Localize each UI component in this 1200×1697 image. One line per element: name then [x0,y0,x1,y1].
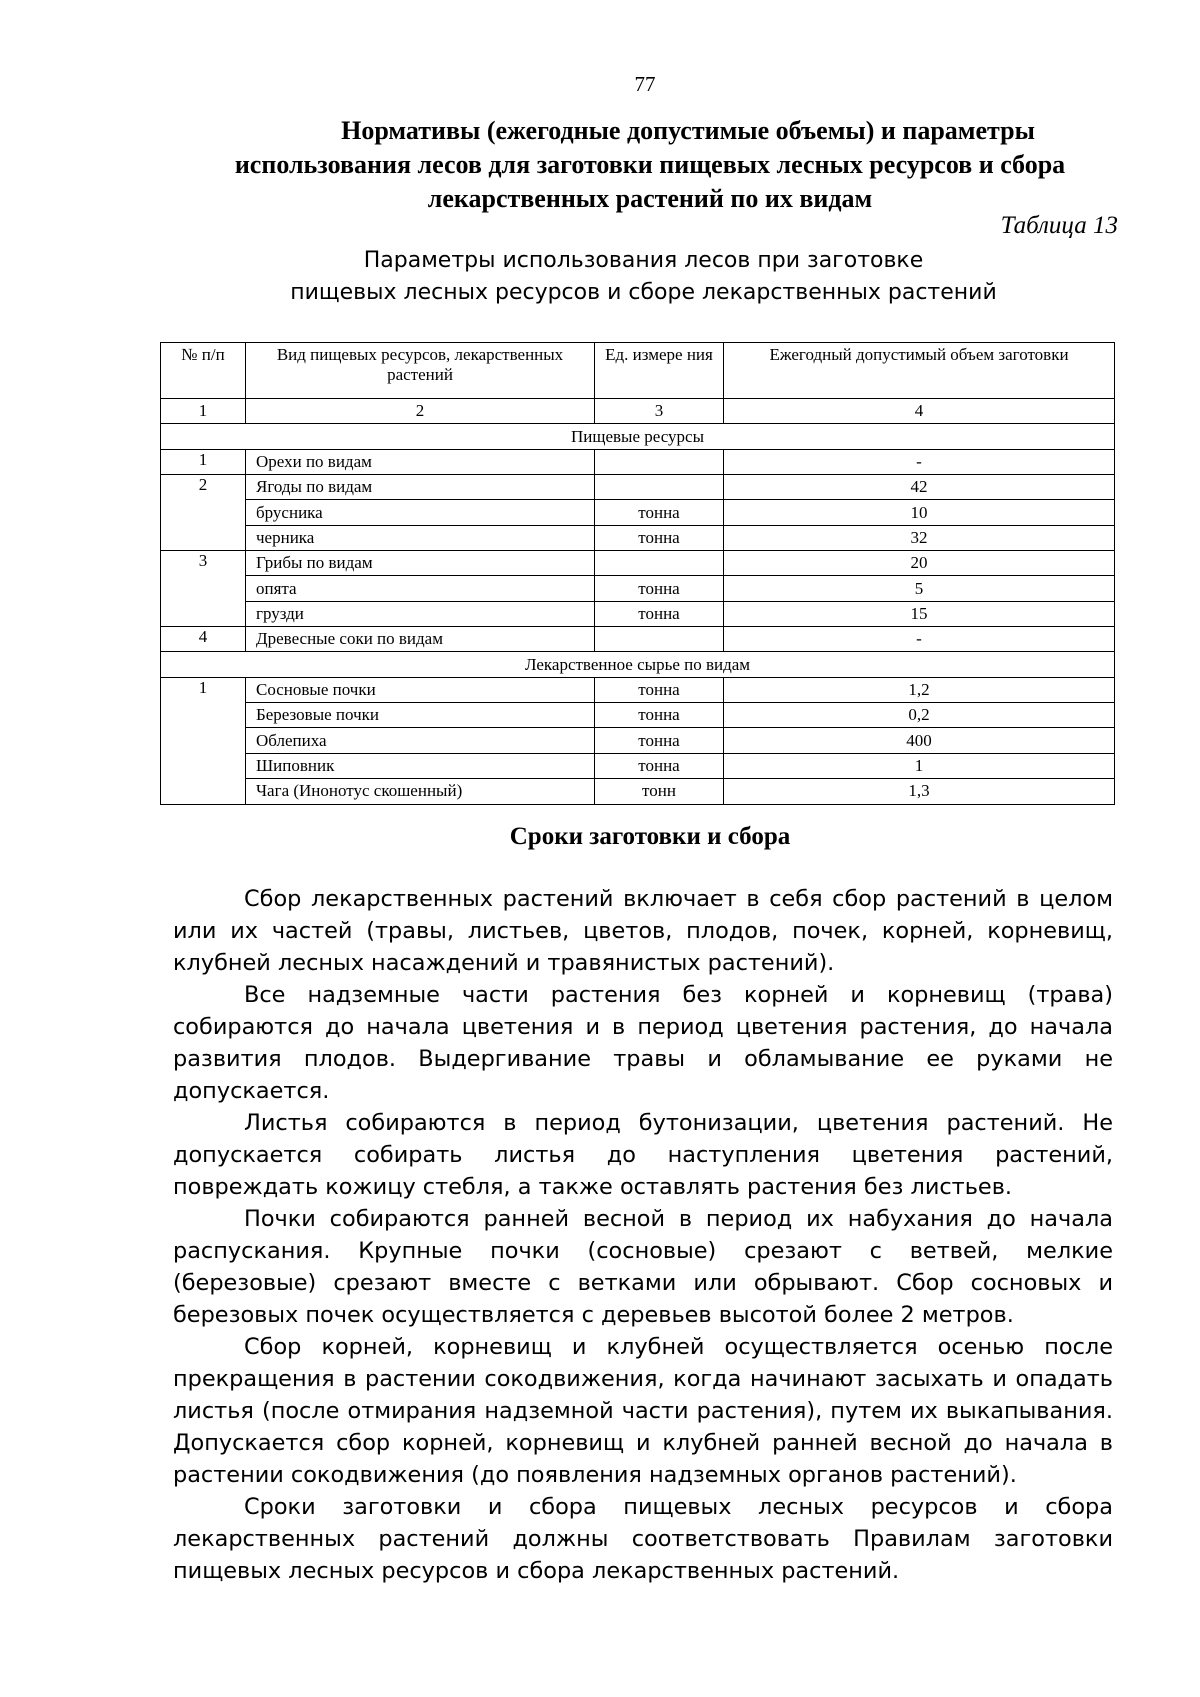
page-number: 77 [634,72,656,96]
table-row [161,779,1115,804]
table-row [161,576,1115,601]
header-unit: Ед. измере ния [595,343,724,399]
paragraph: Все надземные части растения без корней и корневищ (трава) собираются до начала цветения и в период цветения растения, до начала развития плодов. Выдергивание травы и обламывание ее руками не допускается. [173,982,1113,1104]
annual-volume: 20 [724,551,1115,576]
resource-name: брусника [246,500,595,525]
unit: тонна [595,576,724,601]
table-row [161,703,1115,728]
annual-volume: 32 [724,525,1115,550]
title-line: лекарственных растений по их видам [427,184,873,213]
annual-volume: 400 [724,728,1115,753]
paragraph: Листья собираются в период бутонизации, цветения растений. Не допускается собирать листья до наступления цветения растений, повреждать кожицу стебля, а также оставлять растения без листьев. [173,1110,1113,1200]
annual-volume: 1 [724,753,1115,778]
resources-table [160,342,1115,805]
resource-name: Орехи по видам [246,449,595,474]
row-number: 3 [161,551,246,627]
row-number: 1 [161,449,246,474]
annual-volume: 5 [724,576,1115,601]
annual-volume: 42 [724,475,1115,500]
paragraph: Сроки заготовки и сбора пищевых лесных ресурсов и сбора лекарственных растений должны соответствовать Правилам заготовки пищевых лесных ресурсов и сбора лекарственных растений. [173,1494,1113,1584]
unit: тонн [595,779,724,804]
table-row [161,449,1115,474]
section-label-medicinal: Лекарственное сырье по видам [161,652,1115,677]
row-number: 1 [161,677,246,804]
unit: тонна [595,753,724,778]
resource-name: черника [246,525,595,550]
annual-volume: - [724,627,1115,652]
header-kind: Вид пищевых ресурсов, лекарственных растений [246,343,595,399]
column-number: 4 [724,399,1115,424]
table-caption [176,245,1111,309]
section-row-food [161,424,1115,449]
unit [595,551,724,576]
body-text [173,883,1113,1587]
unit: тонна [595,703,724,728]
unit: тонна [595,500,724,525]
annual-volume: 15 [724,601,1115,626]
column-number: 1 [161,399,246,424]
annual-volume: 0,2 [724,703,1115,728]
column-numbers-row [161,399,1115,424]
table-row [161,728,1115,753]
resource-name: Чага (Инонотус скошенный) [246,779,595,804]
table-body [161,343,1115,805]
caption-line: пищевых лесных ресурсов и сборе лекарственных растений [290,280,997,305]
resource-name: грузди [246,601,595,626]
paragraph: Сбор корней, корневищ и клубней осуществляется осенью после прекращения в растении сокодвижения, когда начинают засыхать и опадать листья (после отмирания надземной части растения), путем их выкапывания. Допускается сбор корней, корневищ и клубней ранней весной до начала в растении сокодвижения (до появления надземных органов растений). [173,1334,1113,1488]
resource-name: Облепиха [246,728,595,753]
section-title: Сроки заготовки и сбора [509,823,791,850]
unit [595,449,724,474]
resource-name: опята [246,576,595,601]
document-title [176,114,1124,216]
resource-name: Сосновые почки [246,677,595,702]
unit: тонна [595,601,724,626]
table-header-row [161,343,1115,399]
unit: тонна [595,728,724,753]
column-number: 2 [246,399,595,424]
table-row [161,627,1115,652]
title-line: Нормативы (ежегодные допустимые объемы) и параметры [341,116,1035,145]
table-row [161,677,1115,702]
annual-volume: - [724,449,1115,474]
header-num: № п/п [161,343,246,399]
unit: тонна [595,677,724,702]
paragraph: Сбор лекарственных растений включает в себя сбор растений в целом или их частей (травы, листьев, цветов, плодов, почек, корней, корневищ, клубней лесных насаждений и травянистых растений). [173,886,1113,976]
resource-name: Грибы по видам [246,551,595,576]
table-row [161,601,1115,626]
table-row [161,475,1115,500]
table-row [161,551,1115,576]
unit [595,475,724,500]
resource-name: Шиповник [246,753,595,778]
table-row [161,753,1115,778]
resource-name: Древесные соки по видам [246,627,595,652]
column-number: 3 [595,399,724,424]
annual-volume: 10 [724,500,1115,525]
table-row [161,500,1115,525]
annual-volume: 1,3 [724,779,1115,804]
section-label-food: Пищевые ресурсы [161,424,1115,449]
row-number: 2 [161,475,246,551]
table-row [161,525,1115,550]
unit [595,627,724,652]
title-line: использования лесов для заготовки пищевых лесных ресурсов и сбора [234,150,1066,179]
annual-volume: 1,2 [724,677,1115,702]
section-row-medicinal [161,652,1115,677]
resource-name: Ягоды по видам [246,475,595,500]
resource-name: Березовые почки [246,703,595,728]
caption-line: Параметры использования лесов при заготовке [363,248,924,273]
table-label: Таблица 13 [1000,212,1118,239]
row-number: 4 [161,627,246,652]
header-volume: Ежегодный допустимый объем заготовки [724,343,1115,399]
paragraph: Почки собираются ранней весной в период их набухания до начала распускания. Крупные почки (сосновые) срезают с ветвей, мелкие (березовые) срезают вместе с ветками или обрывают. Сбор сосновых и березовых почек осуществляется с деревьев высотой более 2 метров. [173,1206,1113,1328]
unit: тонна [595,525,724,550]
